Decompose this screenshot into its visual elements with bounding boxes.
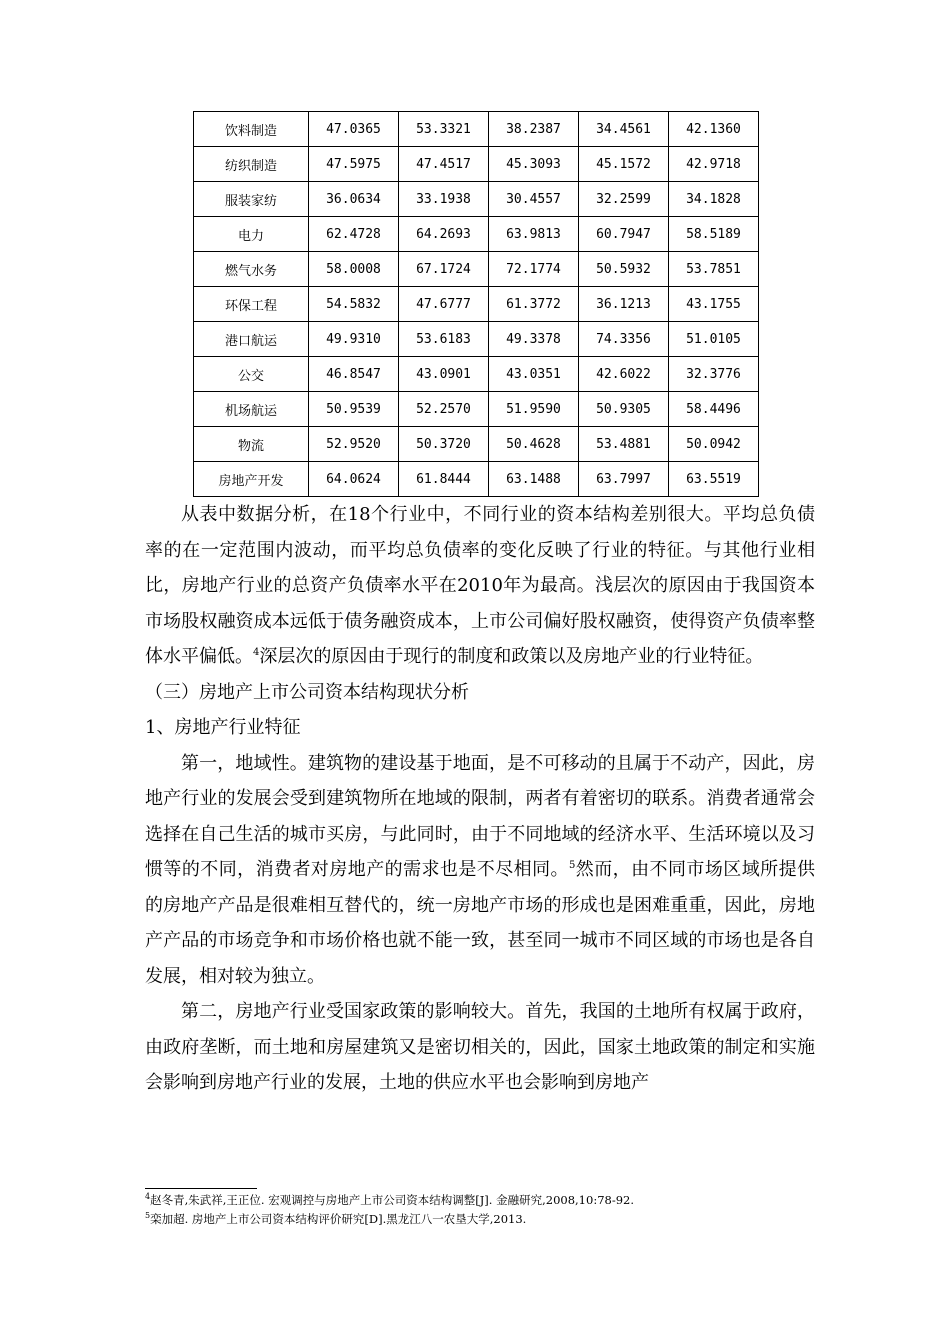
footnote-ref-4: 4	[253, 647, 260, 658]
industry-name-cell: 燃气水务	[194, 252, 309, 287]
value-cell: 32.2599	[579, 182, 669, 217]
value-cell: 50.4628	[489, 427, 579, 462]
value-cell: 42.6022	[579, 357, 669, 392]
value-cell: 47.0365	[309, 112, 399, 147]
footnote-5-number: 5	[145, 1211, 151, 1221]
industry-name-cell: 环保工程	[194, 287, 309, 322]
value-cell: 53.4881	[579, 427, 669, 462]
table-body	[194, 112, 759, 497]
footnote-5	[145, 1211, 526, 1227]
value-cell: 63.7997	[579, 462, 669, 497]
value-cell: 49.3378	[489, 322, 579, 357]
value-cell: 36.0634	[309, 182, 399, 217]
industry-name-cell: 房地产开发	[194, 462, 309, 497]
footnote-4	[145, 1192, 634, 1208]
table-row	[194, 427, 759, 462]
value-cell: 61.3772	[489, 287, 579, 322]
value-cell: 64.2693	[399, 217, 489, 252]
footnote-4-text: 赵冬青,朱武祥,王正位. 宏观调控与房地产上市公司资本结构调整[J]. 金融研究,2008,10:78-92.	[150, 1193, 634, 1207]
table-row	[194, 322, 759, 357]
value-cell: 36.1213	[579, 287, 669, 322]
table-row	[194, 182, 759, 217]
value-cell: 52.9520	[309, 427, 399, 462]
value-cell: 51.0105	[669, 322, 759, 357]
paragraph-1	[145, 497, 815, 675]
table-row	[194, 462, 759, 497]
value-cell: 58.5189	[669, 217, 759, 252]
footnote-4-number: 4	[145, 1192, 151, 1202]
value-cell: 58.0008	[309, 252, 399, 287]
paragraph-1-part-a: 从表中数据分析，在18个行业中，不同行业的资本结构差别很大。平均总负债率的在一定范围内波动，而平均总负债率的变化反映了行业的特征。与其他行业相比，房地产行业的总资产负债率水平在2010年为最高。浅层次的原因由于我国资本市场股权融资成本远低于债务融资成本，上市公司偏好股权融资，使得资产负债率整体水平偏低。	[145, 504, 815, 667]
value-cell: 50.0942	[669, 427, 759, 462]
value-cell: 53.3321	[399, 112, 489, 147]
value-cell: 45.3093	[489, 147, 579, 182]
value-cell: 43.1755	[669, 287, 759, 322]
table-row	[194, 287, 759, 322]
value-cell: 42.1360	[669, 112, 759, 147]
table-row	[194, 357, 759, 392]
value-cell: 58.4496	[669, 392, 759, 427]
value-cell: 43.0901	[399, 357, 489, 392]
paragraph-1-part-b: 深层次的原因由于现行的制度和政策以及房地产业的行业特征。	[259, 646, 764, 667]
footnote-divider	[145, 1188, 257, 1189]
value-cell: 42.9718	[669, 147, 759, 182]
value-cell: 46.8547	[309, 357, 399, 392]
section-heading: （三）房地产上市公司资本结构现状分析	[145, 681, 469, 703]
value-cell: 63.9813	[489, 217, 579, 252]
paragraph-2-part-a: 第一，地域性。建筑物的建设基于地面，是不可移动的且属于不动产，因此，房地产行业的发展会受到建筑物所在地域的限制，两者有着密切的联系。消费者通常会选择在自己生活的城市买房，与此同时，由于不同地域的经济水平、生活环境以及习惯等的不同，消费者对房地产的需求也是不尽相同。	[145, 752, 815, 880]
value-cell: 51.9590	[489, 392, 579, 427]
value-cell: 50.9305	[579, 392, 669, 427]
value-cell: 63.1488	[489, 462, 579, 497]
industry-name-cell: 饮料制造	[194, 112, 309, 147]
value-cell: 34.1828	[669, 182, 759, 217]
value-cell: 34.4561	[579, 112, 669, 147]
paragraph-2-part-b: 然而，由不同市场区域所提供的房地产产品是很难相互替代的，统一房地产市场的形成也是困难重重，因此，房地产产品的市场竞争和市场价格也就不能一致，甚至同一城市不同区域的市场也是各自发展，相对较为独立。	[145, 859, 816, 987]
value-cell: 53.7851	[669, 252, 759, 287]
value-cell: 67.1724	[399, 252, 489, 287]
value-cell: 74.3356	[579, 322, 669, 357]
industry-name-cell: 纺织制造	[194, 147, 309, 182]
value-cell: 63.5519	[669, 462, 759, 497]
industry-name-cell: 公交	[194, 357, 309, 392]
value-cell: 72.1774	[489, 252, 579, 287]
value-cell: 64.0624	[309, 462, 399, 497]
footnote-5-text: 栾加超. 房地产上市公司资本结构评价研究[D].黑龙江八一农垦大学,2013.	[150, 1212, 527, 1226]
value-cell: 38.2387	[489, 112, 579, 147]
value-cell: 53.6183	[399, 322, 489, 357]
value-cell: 33.1938	[399, 182, 489, 217]
value-cell: 47.5975	[309, 147, 399, 182]
industry-name-cell: 物流	[194, 427, 309, 462]
value-cell: 47.6777	[399, 287, 489, 322]
table-row	[194, 147, 759, 182]
industry-name-cell: 服装家纺	[194, 182, 309, 217]
subsection-heading: 1、房地产行业特征	[145, 717, 301, 738]
industry-name-cell: 机场航运	[194, 392, 309, 427]
value-cell: 49.9310	[309, 322, 399, 357]
value-cell: 50.9539	[309, 392, 399, 427]
table-row	[194, 252, 759, 287]
value-cell: 45.1572	[579, 147, 669, 182]
industry-name-cell: 电力	[194, 217, 309, 252]
paragraph-3: 第二，房地产行业受国家政策的影响较大。首先，我国的土地所有权属于政府，由政府垄断，而土地和房屋建筑又是密切相关的，因此，国家土地政策的制定和实施会影响到房地产行业的发展，土地的供应水平也会影响到房地产	[145, 1001, 815, 1093]
value-cell: 54.5832	[309, 287, 399, 322]
value-cell: 61.8444	[399, 462, 489, 497]
value-cell: 60.7947	[579, 217, 669, 252]
footnote-ref-5: 5	[568, 860, 576, 871]
table-row	[194, 392, 759, 427]
value-cell: 50.5932	[579, 252, 669, 287]
value-cell: 62.4728	[309, 217, 399, 252]
value-cell: 52.2570	[399, 392, 489, 427]
value-cell: 30.4557	[489, 182, 579, 217]
main-text	[145, 497, 815, 1101]
value-cell: 47.4517	[399, 147, 489, 182]
value-cell: 50.3720	[399, 427, 489, 462]
value-cell: 43.0351	[489, 357, 579, 392]
table-row	[194, 112, 759, 147]
industry-name-cell: 港口航运	[194, 322, 309, 357]
value-cell: 32.3776	[669, 357, 759, 392]
table-row	[194, 217, 759, 252]
industry-debt-ratio-table	[193, 111, 759, 497]
paragraph-2	[145, 746, 815, 995]
